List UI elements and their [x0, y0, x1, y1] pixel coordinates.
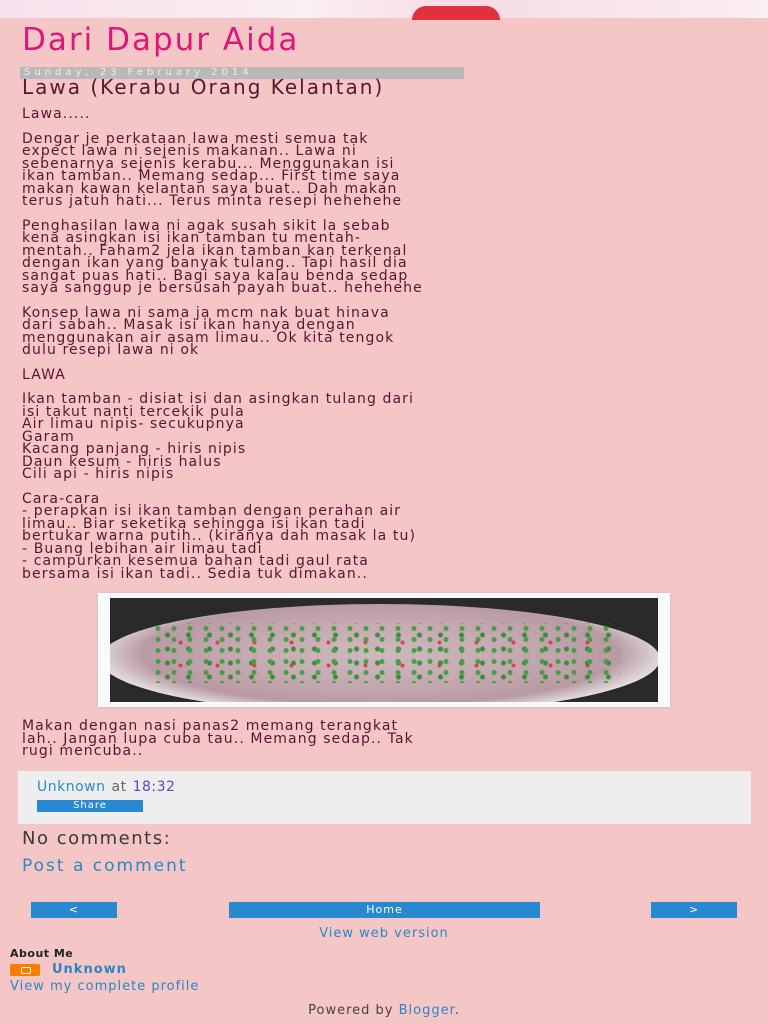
post-text-line: LAWA — [22, 366, 66, 383]
post-text-line: sangat puas hati.. Bagi saya kalau benda sedap — [22, 267, 409, 284]
view-profile-link[interactable]: View my complete profile — [10, 979, 200, 994]
older-post-button[interactable]: > — [651, 902, 737, 918]
post-text-line: expect lawa ni sejenis makanan.. Lawa ni — [22, 143, 357, 159]
method-line: Cara-cara — [22, 490, 101, 507]
post-paragraph — [22, 108, 747, 121]
post-text-line: ikan tamban.. Memang sedap... First time saya — [22, 168, 401, 184]
method-line: - perapkan isi ikan tamban dengan perahan air — [22, 503, 402, 519]
post-text-line: terus jatuh hati... Terus minta resepi hehehehe — [22, 193, 403, 209]
post-text-line: Lawa..... — [22, 106, 91, 122]
about-me-heading: About Me — [10, 947, 74, 960]
newer-post-button[interactable]: < — [31, 902, 117, 918]
about-user-row — [10, 962, 127, 977]
blogger-profile-icon — [10, 964, 40, 976]
post-text-line: kena asingkan isi ikan tamban tu mentah- — [22, 230, 362, 246]
post-date-header: Sunday, 23 February 2014 — [20, 67, 464, 79]
post-paragraph — [22, 217, 747, 296]
post-text-line: dulu resepi lawa ni ok — [22, 342, 200, 358]
closing-line: lah.. Jangan lupa cuba tau.. Memang sedap.. Tak — [22, 730, 414, 747]
post-footer — [18, 771, 751, 824]
food-photo[interactable] — [98, 593, 670, 707]
ingredient-line: Cili api - hiris nipis — [22, 466, 175, 482]
post-text-line: Konsep lawa ni sama ja mcm nak buat hinava — [22, 304, 390, 321]
method-line: bertukar warna putih.. (kiranya dah masak la tu) — [22, 528, 417, 544]
comments-heading: No comments: — [22, 828, 172, 849]
closing-line: rugi mencuba.. — [22, 743, 144, 759]
method-steps — [22, 490, 747, 582]
ingredient-line: Daun kesum - hiris halus — [22, 453, 222, 470]
post-paragraph — [22, 366, 747, 383]
ingredient-line: Garam — [22, 428, 75, 445]
post-comment-link[interactable]: Post a comment — [22, 856, 188, 876]
post-text-line: Penghasilan lawa ni agak susah sikit la sebab — [22, 217, 391, 234]
post-title: Lawa (Kerabu Orang Kelantan) — [22, 75, 385, 99]
post-text-line: dari sabah.. Masak isi ikan hanya dengan — [22, 317, 356, 333]
post-paragraph — [22, 304, 747, 358]
profile-name-link[interactable]: Unknown — [52, 962, 127, 977]
kerabu-dish-image — [110, 598, 658, 702]
method-line: - Buang lebihan air limau tadi — [22, 540, 263, 557]
powered-by-suffix: . — [454, 1003, 460, 1018]
powered-by-label: Powered by — [308, 1003, 394, 1018]
method-line: - campurkan kesemua bahan tadi gaul rata — [22, 553, 369, 569]
ingredient-line: isi takut nanti tercekik pula — [22, 403, 245, 420]
header-banner-image — [0, 0, 768, 18]
post-timestamp-link[interactable]: 18:32 — [132, 779, 176, 795]
closing-line: Makan dengan nasi panas2 memang terangkat — [22, 718, 399, 734]
blogger-link[interactable]: Blogger — [398, 1003, 455, 1018]
home-button[interactable]: Home — [229, 902, 540, 918]
strawberry-image — [412, 6, 500, 20]
at-label: at — [111, 779, 127, 795]
post-text-line: menggunakan air asam limau.. Ok kita tengok — [22, 329, 395, 346]
blog-title[interactable]: Dari Dapur Aida — [22, 22, 300, 58]
author-link[interactable]: Unknown — [37, 779, 106, 795]
salad-texture — [150, 623, 620, 683]
post-text-line: mentah.. Faham2 jela ikan tamban kan terkenal — [22, 242, 408, 259]
powered-by-footer — [0, 1003, 768, 1018]
share-button[interactable]: Share — [37, 800, 143, 812]
post-text-line: sebenarnya sejenis kerabu... Menggunakan isi — [22, 155, 395, 172]
post-paragraph — [22, 130, 747, 209]
post-text-line: Dengar je perkataan lawa mesti semua tak — [22, 130, 369, 147]
post-body — [22, 108, 747, 592]
ingredients-list — [22, 393, 747, 481]
view-web-version-link[interactable]: View web version — [319, 926, 449, 941]
post-text-line: makan kawan kelantan saya buat.. Dah makan — [22, 180, 398, 197]
post-text-line: dengan ikan yang banyak tulang.. Tapi hasil dia — [22, 255, 408, 271]
ingredient-line: Air limau nipis- secukupnya — [22, 416, 245, 432]
post-closing — [22, 720, 752, 758]
post-text-line: saya sanggup je bersusah payah buat.. hehehehe — [22, 280, 423, 296]
ingredient-line: Ikan tamban - disiat isi dan asingkan tulang dari — [22, 391, 415, 407]
ingredient-line: Kacang panjang - hiris nipis — [22, 441, 247, 457]
method-line: bersama isi ikan tadi.. Sedia tuk dimakan.. — [22, 565, 368, 582]
method-line: limau.. Biar seketika sehingga isi ikan tadi — [22, 515, 366, 532]
